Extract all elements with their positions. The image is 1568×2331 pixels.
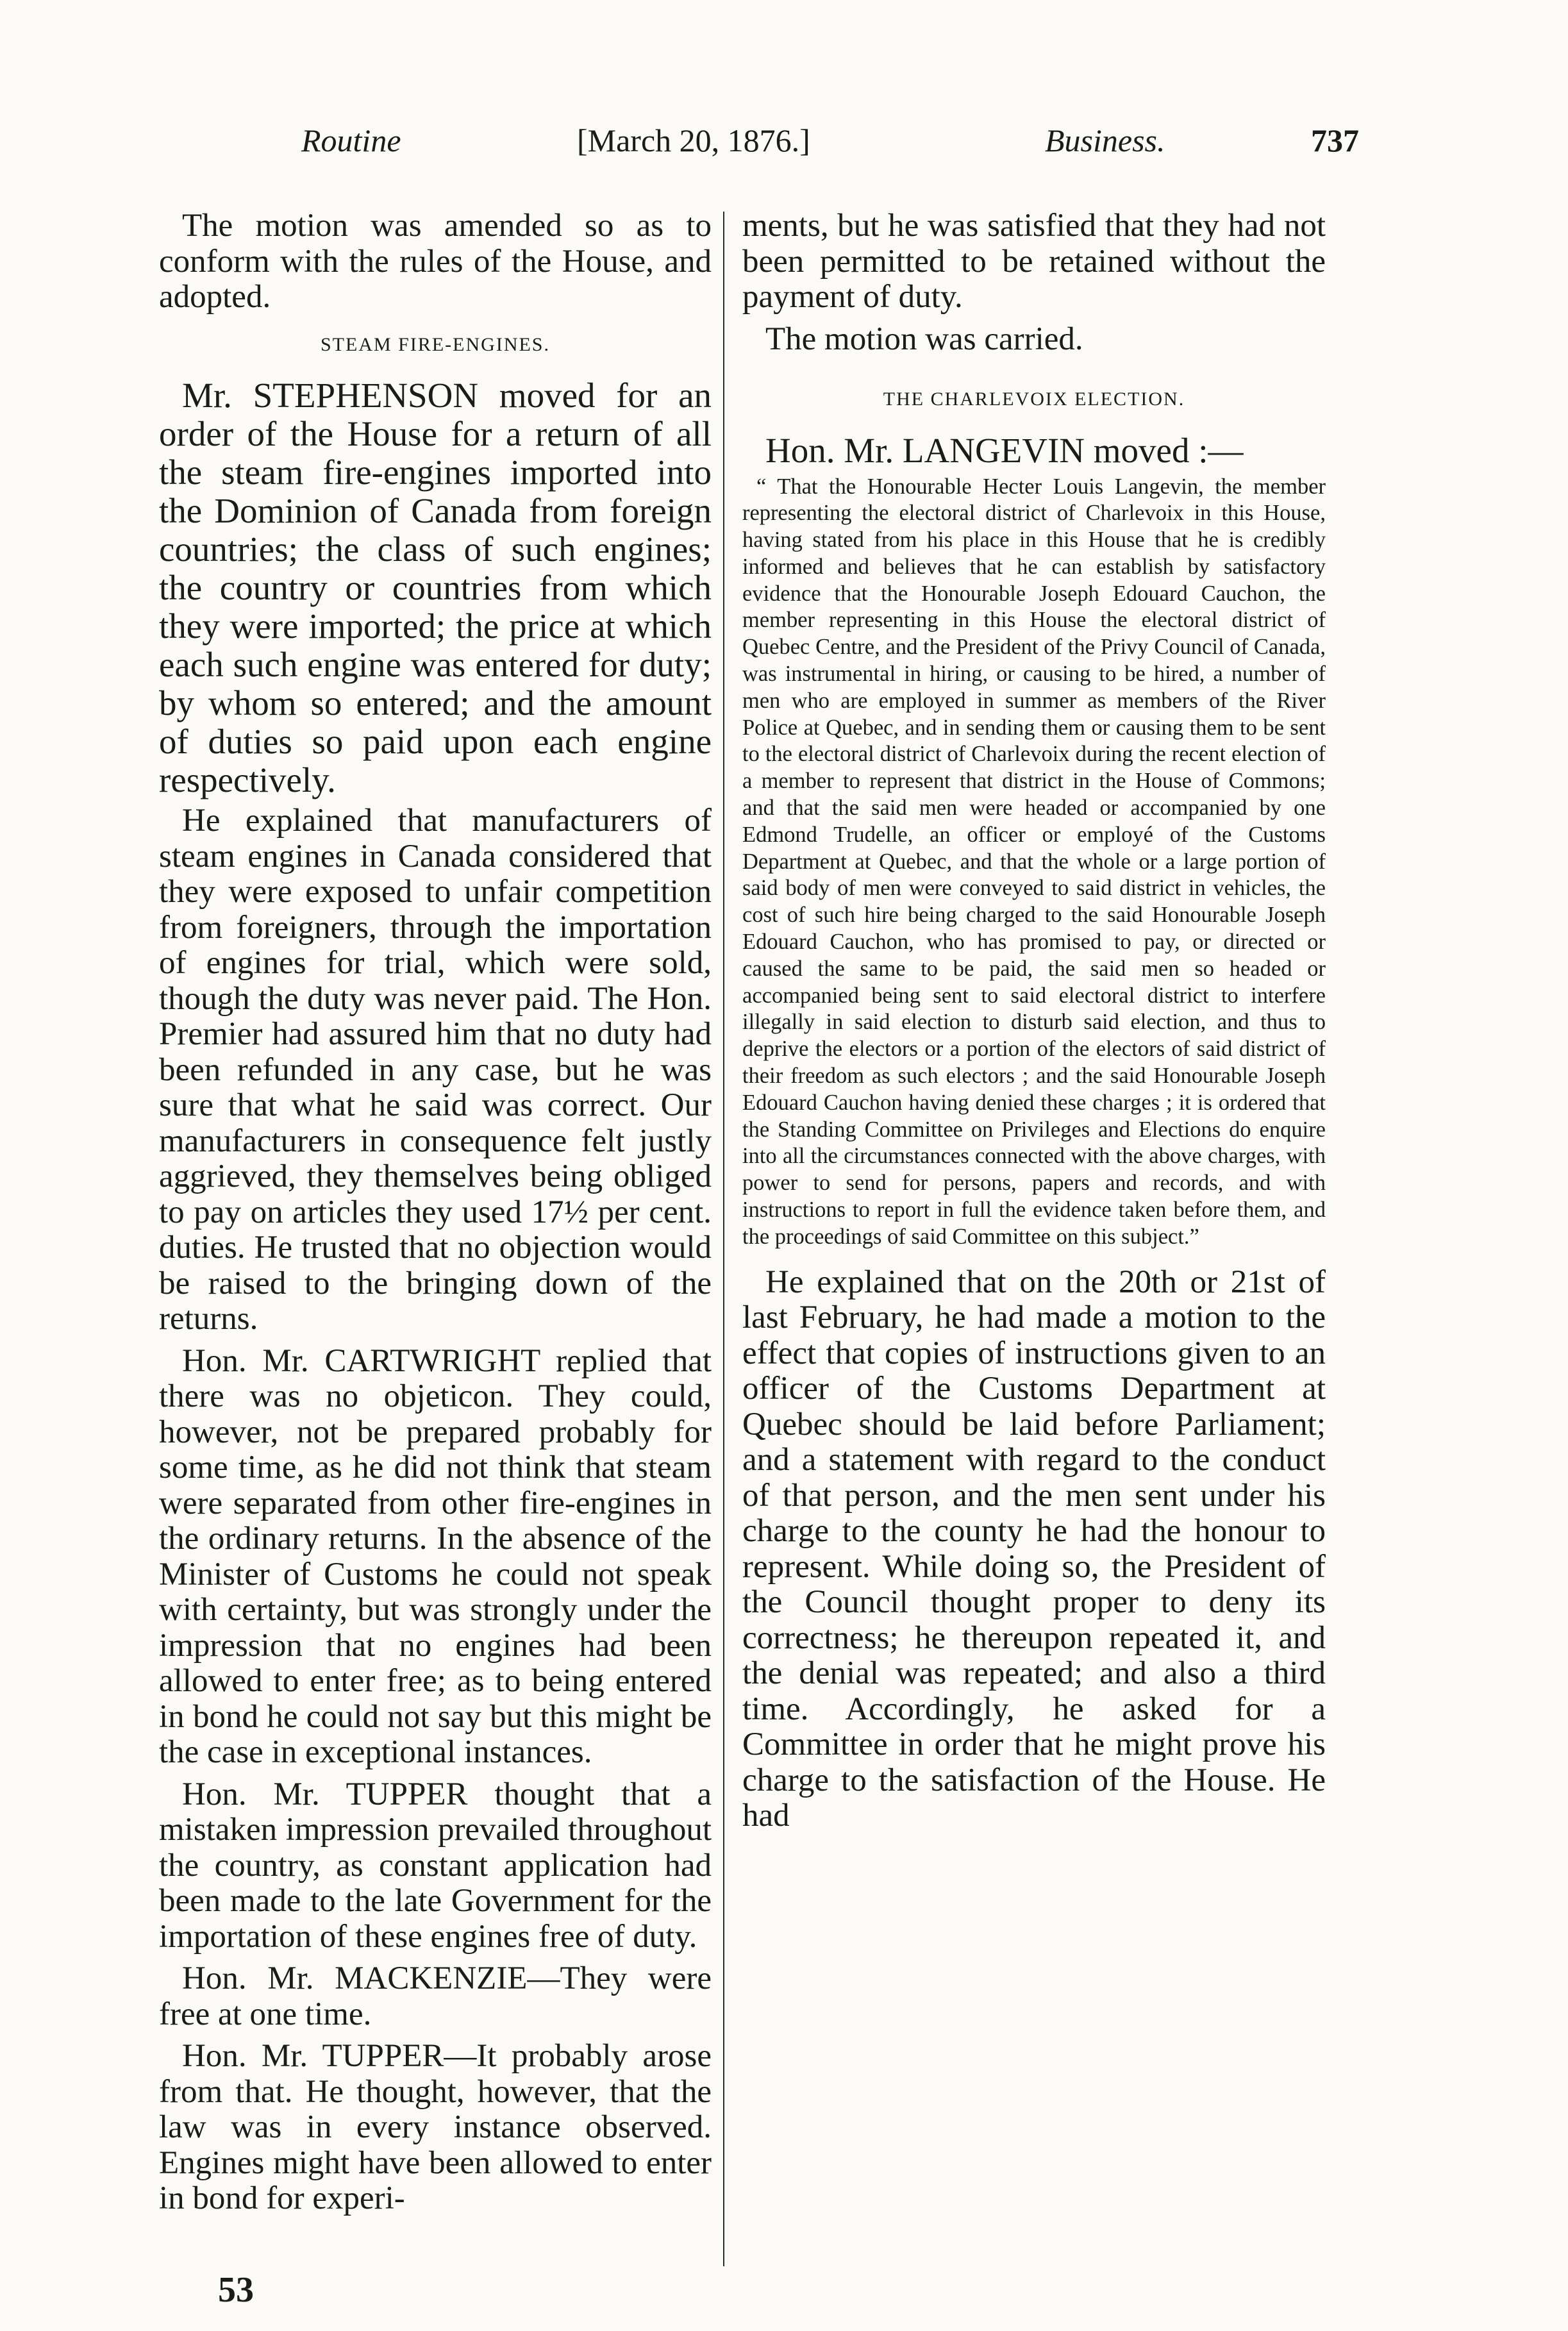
header-date: [March 20, 1876.] xyxy=(577,122,810,158)
left-paragraph: He explained that manufacturers of steam engines in Canada considered that they were exposed to unfair competition from foreigners, through the importation of engines for trial, which were sold, though the duty was never paid. The Hon. Premier had assured him that no duty had been refunded in any case, but he was sure that what he said was correct. Our manufacturers in consequence felt justly aggrieved, they themselves being obliged to pay on articles they used 17½ per cent. duties. He trusted that no objection would be raised to the bringing down of the returns. xyxy=(159,803,712,1337)
left-paragraph: Hon. Mr. TUPPER thought that a mistaken impression prevailed throughout the country, as constant application had been made to the late Government for the importation of these engines free of duty. xyxy=(159,1776,712,1955)
right-section-heading: THE CHARLEVOIX ELECTION. xyxy=(883,388,1185,410)
right-paragraph: He explained that on the 20th or 21st of last February, he had made a motion to the effect that copies of instructions given to an officer of the Customs Department at Quebec should be laid before Parliament; and a statement with regard to the conduct of that person, and the men sent under his charge to the county he had the honour to represent. While doing so, the President of the Council thought proper to deny its correctness; he thereupon repeated it, and the denial was repeated; and also a third time. Accordingly, he asked for a Committee in order that he might prove his charge to the satisfaction of the House. He had xyxy=(742,1264,1326,1834)
left-paragraph: The motion was amended so as to conform with the rules of the House, and adopted. xyxy=(159,208,712,315)
column-divider xyxy=(723,212,724,2266)
signature-mark: 53 xyxy=(218,2270,254,2310)
left-column xyxy=(159,208,712,2223)
left-paragraph: Hon. Mr. TUPPER—It probably arose from that. He thought, however, that the law was in every instance observed. Engines might have been allowed to enter in bond for experi- xyxy=(159,2038,712,2216)
left-paragraph: Mr. STEPHENSON moved for an order of the House for a return of all the steam fire-engines imported into the Dominion of Canada from foreign countries; the class of such engines; the country or countries from which they were imported; the price at which each such engine was entered for duty; by whom so entered; and the amount of duties so paid upon each engine respectively. xyxy=(159,376,712,799)
right-quoted-motion: “ That the Honourable Hecter Louis Langevin, the member representing the electoral district of Charlevoix in this House, having stated from his place in this House that he is credibly informed and believes that he can establish by satisfactory evidence that the Honourable Joseph Edouard Cauchon, the member representing in this House the electoral district of Quebec Centre, and the President of the Privy Council of Canada, was instrumental in hiring, or causing to be hired, a number of men who are employed in summer as members of the River Police at Quebec, and in sending them or causing them to be sent to the electoral district of Charlevoix during the recent election of a member to represent that district in the House of Commons; and that the said men were headed or accompanied by one Edmond Trudelle, an officer or employé of the Customs Department at Quebec, and that the whole or a large portion of said body of men were conveyed to said district in vehicles, the cost of such hire being charged to the said Honourable Joseph Edouard Cauchon, who has promised to pay, or directed or caused the same to be paid, the said men so headed or accompanied being sent to said electoral district to interfere illegally in said election to disturb said election, and thus to deprive the electors or a portion of the electors of said district of their freedom as such electors ; and the said Honourable Joseph Edouard Cauchon having denied these charges ; it is ordered that the Standing Committee on Privileges and Elections do enquire into all the circumstances connected with the above charges, with power to send for persons, papers and records, and with instructions to report in full the evidence taken before them, and the proceedings of said Committee on this subject.” xyxy=(742,474,1326,1249)
right-paragraph: ments, but he was satisfied that they had not been permitted to be retained without the payment of duty. xyxy=(742,208,1326,315)
left-section-heading: STEAM FIRE-ENGINES. xyxy=(321,333,550,355)
header-right-title: Business. xyxy=(1045,122,1165,158)
right-paragraph: The motion was carried. xyxy=(765,321,1083,357)
header-left-title: Routine xyxy=(301,122,401,158)
right-column xyxy=(742,208,1326,1841)
left-paragraph: Hon. Mr. MACKENZIE—They were free at one time. xyxy=(159,1960,712,2032)
right-paragraph: Hon. Mr. LANGEVIN moved :— xyxy=(765,430,1244,470)
running-header xyxy=(0,122,1568,180)
left-paragraph: Hon. Mr. CARTWRIGHT replied that there was no objeticon. They could, however, not be prepared probably for some time, as he did not think that steam were separated from other fire-engines in the ordinary returns. In the absence of the Minister of Customs he could not speak with certainty, but was strongly under the impression that no engines had been allowed to enter free; as to being entered in bond he could not say but this might be the case in exceptional instances. xyxy=(159,1342,712,1770)
page-number: 737 xyxy=(1311,122,1359,158)
